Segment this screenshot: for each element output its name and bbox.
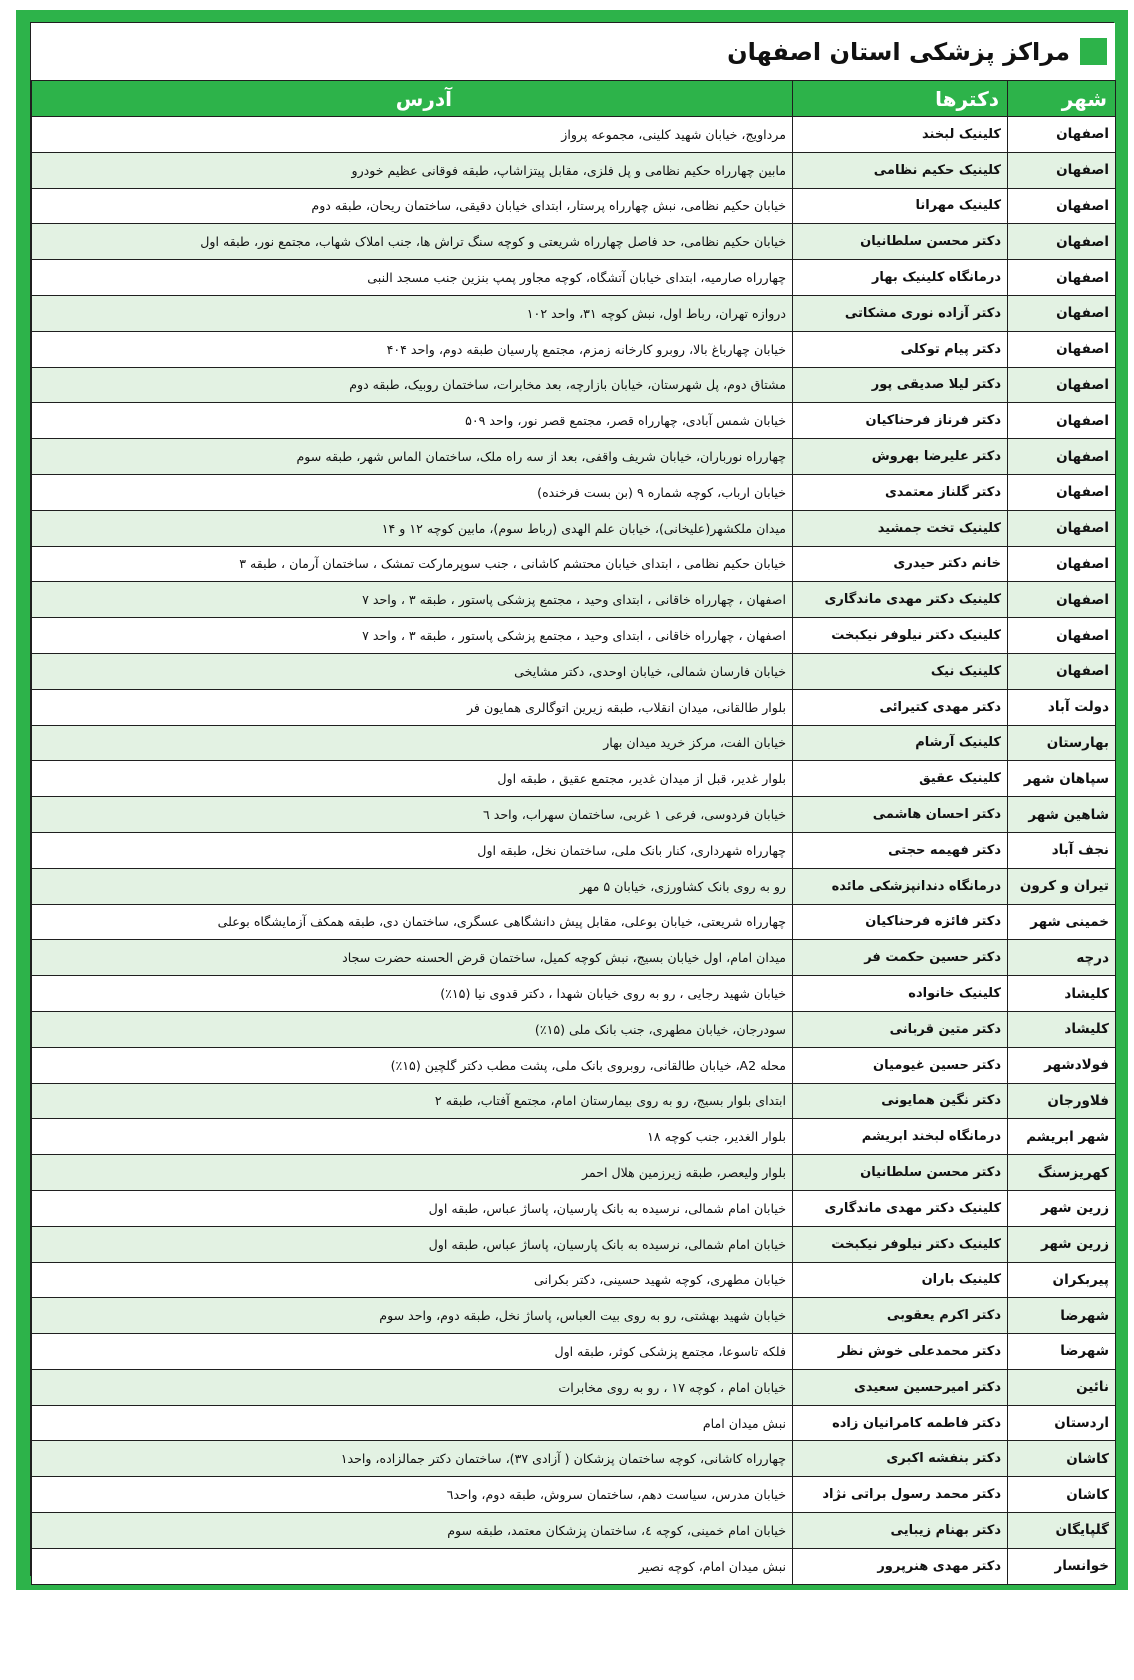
city-cell: کلیشاد xyxy=(1008,976,1116,1012)
address-cell: خیابان امام شمالی، نرسیده به بانک پارسیان، پاساژ عباس، طبقه اول xyxy=(32,1190,793,1226)
city-cell: اصفهان xyxy=(1008,117,1116,153)
medical-centers-table xyxy=(31,80,1116,1585)
table-row xyxy=(32,439,1116,475)
title-bar xyxy=(31,23,1115,81)
doctor-cell: دکتر نگین همایونی xyxy=(793,1083,1008,1119)
table-row xyxy=(32,1226,1116,1262)
city-cell: اصفهان xyxy=(1008,510,1116,546)
table-row xyxy=(32,725,1116,761)
doctor-cell: کلینیک نیک xyxy=(793,653,1008,689)
doctor-cell: دکتر مهدی کتیرائی xyxy=(793,689,1008,725)
city-cell: اصفهان xyxy=(1008,331,1116,367)
city-cell: تیران و کرون xyxy=(1008,868,1116,904)
table-row xyxy=(32,653,1116,689)
doctor-cell: دکتر فهیمه حجتی xyxy=(793,832,1008,868)
address-cell: نبش میدان امام، کوچه نصیر xyxy=(32,1548,793,1584)
table-row xyxy=(32,797,1116,833)
table-row xyxy=(32,1262,1116,1298)
address-cell: میدان امام، اول خیابان بسیج، نبش کوچه کمیل، ساختمان قرض الحسنه حضرت سجاد xyxy=(32,940,793,976)
doctor-cell: کلینیک دکتر مهدی ماندگاری xyxy=(793,582,1008,618)
city-cell: اصفهان xyxy=(1008,653,1116,689)
table-row xyxy=(32,260,1116,296)
address-cell: خیابان حکیم نظامی ، ابتدای خیابان محتشم کاشانی ، جنب سوپرمارکت تمشک ، ساختمان آرمان ، طبقه ۳ xyxy=(32,546,793,582)
doctor-cell: دکتر احسان هاشمی xyxy=(793,797,1008,833)
table-row xyxy=(32,188,1116,224)
table-row xyxy=(32,1155,1116,1191)
address-cell: مرداویج، خیابان شهید کلینی، مجموعه پرواز xyxy=(32,117,793,153)
table-body xyxy=(32,117,1116,1585)
doctor-cell: دکتر آزاده نوری مشکاتی xyxy=(793,295,1008,331)
table-row xyxy=(32,295,1116,331)
doctor-cell: دکتر محسن سلطانیان xyxy=(793,224,1008,260)
table-row xyxy=(32,117,1116,153)
city-cell: اصفهان xyxy=(1008,439,1116,475)
city-cell: خمینی شهر xyxy=(1008,904,1116,940)
table-row xyxy=(32,1513,1116,1549)
address-cell: میدان ملکشهر(علیخانی)، خیابان علم الهدی (رباط سوم)، مابین کوچه ۱۲ و ۱۴ xyxy=(32,510,793,546)
address-cell: نبش میدان امام xyxy=(32,1405,793,1441)
table-row xyxy=(32,976,1116,1012)
doctor-cell: خانم دکتر حیدری xyxy=(793,546,1008,582)
city-cell: کاشان xyxy=(1008,1477,1116,1513)
doctor-cell: کلینیک دکتر نیلوفر نیکبخت xyxy=(793,618,1008,654)
doctor-cell: دکتر مهدی هنرپرور xyxy=(793,1548,1008,1584)
address-cell: خیابان فارسان شمالی، خیابان اوحدی، دکتر مشایخی xyxy=(32,653,793,689)
city-cell: اصفهان xyxy=(1008,260,1116,296)
address-cell: چهارراه صارمیه، ابتدای خیابان آتشگاه، کوچه مجاور پمپ بنزین جنب مسجد النبی xyxy=(32,260,793,296)
page-frame xyxy=(16,10,1128,1590)
city-cell: فلاورجان xyxy=(1008,1083,1116,1119)
address-cell: خیابان الفت، مرکز خرید میدان بهار xyxy=(32,725,793,761)
table-row xyxy=(32,403,1116,439)
city-cell: زرین شهر xyxy=(1008,1226,1116,1262)
table-row xyxy=(32,1047,1116,1083)
address-cell: محله A2، خیابان طالقانی، روبروی بانک ملی، پشت مطب دکتر گلچین (۱۵٪) xyxy=(32,1047,793,1083)
address-cell: سودرجان، خیابان مطهری، جنب بانک ملی (۱۵٪) xyxy=(32,1011,793,1047)
table-row xyxy=(32,152,1116,188)
table-row xyxy=(32,1190,1116,1226)
address-cell: ابتدای بلوار بسیج، رو به روی بیمارستان امام، مجتمع آفتاب، طبقه ۲ xyxy=(32,1083,793,1119)
city-cell: اردستان xyxy=(1008,1405,1116,1441)
content-panel xyxy=(30,22,1114,1576)
city-cell: درچه xyxy=(1008,940,1116,976)
city-cell: کهریزسنگ xyxy=(1008,1155,1116,1191)
table-row xyxy=(32,1011,1116,1047)
city-cell: اصفهان xyxy=(1008,224,1116,260)
city-cell: شهر ابریشم xyxy=(1008,1119,1116,1155)
address-cell: خیابان فردوسی، فرعی ۱ غربی، ساختمان سهراب، واحد ٦ xyxy=(32,797,793,833)
city-cell: کلیشاد xyxy=(1008,1011,1116,1047)
city-cell: خوانسار xyxy=(1008,1548,1116,1584)
table-row xyxy=(32,1405,1116,1441)
header-address: آدرس xyxy=(32,81,793,117)
city-cell: اصفهان xyxy=(1008,367,1116,403)
doctor-cell: کلینیک عقیق xyxy=(793,761,1008,797)
doctor-cell: دکتر بهنام زیبایی xyxy=(793,1513,1008,1549)
table-row xyxy=(32,1548,1116,1584)
address-cell: خیابان امام خمینی، کوچه ٤، ساختمان پزشکان معتمد، طبقه سوم xyxy=(32,1513,793,1549)
doctor-cell: دکتر علیرضا بهروش xyxy=(793,439,1008,475)
table-row xyxy=(32,1441,1116,1477)
address-cell: بلوار الغدیر، جنب کوچه ۱۸ xyxy=(32,1119,793,1155)
table-row xyxy=(32,618,1116,654)
address-cell: خیابان شهید رجایی ، رو به روی خیابان شهدا ، دکتر قدوی نیا (۱۵٪) xyxy=(32,976,793,1012)
doctor-cell: کلینیک خانواده xyxy=(793,976,1008,1012)
doctor-cell: کلینیک مهرانا xyxy=(793,188,1008,224)
city-cell: اصفهان xyxy=(1008,582,1116,618)
table-row xyxy=(32,224,1116,260)
address-cell: خیابان حکیم نظامی، نبش چهارراه پرستار، ابتدای خیابان دقیقی، ساختمان ریحان، طبقه دوم xyxy=(32,188,793,224)
address-cell: دروازه تهران، رباط اول، نبش کوچه ۳۱، واحد ۱۰۲ xyxy=(32,295,793,331)
doctor-cell: کلینیک دکتر نیلوفر نیکبخت xyxy=(793,1226,1008,1262)
doctor-cell: دکتر امیرحسین سعیدی xyxy=(793,1369,1008,1405)
address-cell: چهارراه کاشانی، کوچه ساختمان پزشکان ( آزادی ۳۷)، ساختمان دکتر جمالزاده، واحد۱ xyxy=(32,1441,793,1477)
table-row xyxy=(32,832,1116,868)
doctor-cell: دکتر فاطمه کامرانیان زاده xyxy=(793,1405,1008,1441)
doctor-cell: کلینیک باران xyxy=(793,1262,1008,1298)
city-cell: سپاهان شهر xyxy=(1008,761,1116,797)
city-cell: اصفهان xyxy=(1008,152,1116,188)
table-row xyxy=(32,582,1116,618)
city-cell: دولت آباد xyxy=(1008,689,1116,725)
city-cell: شاهین شهر xyxy=(1008,797,1116,833)
address-cell: مابین چهارراه حکیم نظامی و پل فلزی، مقابل پیتزاشاپ، طبقه فوقانی عظیم خودرو xyxy=(32,152,793,188)
table-row xyxy=(32,474,1116,510)
address-cell: رو به روی بانک کشاورزی، خیابان ۵ مهر xyxy=(32,868,793,904)
city-cell: اصفهان xyxy=(1008,618,1116,654)
city-cell: اصفهان xyxy=(1008,295,1116,331)
doctor-cell: دکتر لیلا صدیقی پور xyxy=(793,367,1008,403)
city-cell: اصفهان xyxy=(1008,403,1116,439)
address-cell: خیابان چهارباغ بالا، روبرو کارخانه زمزم، مجتمع پارسیان طبقه دوم، واحد ۴۰۴ xyxy=(32,331,793,367)
doctor-cell: دکتر پیام توکلی xyxy=(793,331,1008,367)
table-row xyxy=(32,761,1116,797)
city-cell: اصفهان xyxy=(1008,474,1116,510)
doctor-cell: دکتر گلناز معتمدی xyxy=(793,474,1008,510)
doctor-cell: کلینیک آرشام xyxy=(793,725,1008,761)
address-cell: چهارراه شریعتی، خیابان بوعلی، مقابل پیش دانشگاهی عسگری، ساختمان دی، طبقه همکف آزمایشگاه بوعلی xyxy=(32,904,793,940)
table-row xyxy=(32,1298,1116,1334)
doctor-cell: کلینیک حکیم نظامی xyxy=(793,152,1008,188)
address-cell: خیابان شمس آبادی، چهارراه قصر، مجتمع قصر نور، واحد ۵۰۹ xyxy=(32,403,793,439)
address-cell: خیابان حکیم نظامی، حد فاصل چهارراه شریعتی و کوچه سنگ تراش ها، جنب املاک شهاب، مجتمع نور، طبقه اول xyxy=(32,224,793,260)
table-header-row xyxy=(32,81,1116,117)
city-cell: اصفهان xyxy=(1008,188,1116,224)
table-row xyxy=(32,367,1116,403)
doctor-cell: دکتر حسین حکمت فر xyxy=(793,940,1008,976)
city-cell: پیربکران xyxy=(1008,1262,1116,1298)
address-cell: خیابان مدرس، سیاست دهم، ساختمان سروش، طبقه دوم، واحد٦ xyxy=(32,1477,793,1513)
address-cell: چهارراه شهرداری، کنار بانک ملی، ساختمان نخل، طبقه اول xyxy=(32,832,793,868)
header-doctor: دکترها xyxy=(793,81,1008,117)
doctor-cell: کلینیک تخت جمشید xyxy=(793,510,1008,546)
table-row xyxy=(32,1369,1116,1405)
city-cell: فولادشهر xyxy=(1008,1047,1116,1083)
address-cell: بلوار طالقانی، میدان انقلاب، طبقه زیرین اتوگالری همایون فر xyxy=(32,689,793,725)
address-cell: خیابان امام شمالی، نرسیده به بانک پارسیان، پاساژ عباس، طبقه اول xyxy=(32,1226,793,1262)
address-cell: مشتاق دوم، پل شهرستان، خیابان بازارچه، بعد مخابرات، ساختمان روبیک، طبقه دوم xyxy=(32,367,793,403)
table-row xyxy=(32,546,1116,582)
table-row xyxy=(32,1334,1116,1370)
city-cell: شهرضا xyxy=(1008,1298,1116,1334)
address-cell: خیابان شهید بهشتی، رو به روی بیت العباس، پاساژ نخل، طبقه دوم، واحد سوم xyxy=(32,1298,793,1334)
doctor-cell: کلینیک لبخند xyxy=(793,117,1008,153)
address-cell: خیابان ارباب، کوچه شماره ۹ (بن بست فرخنده) xyxy=(32,474,793,510)
table-row xyxy=(32,1477,1116,1513)
address-cell: اصفهان ، چهارراه خاقانی ، ابتدای وحید ، مجتمع پزشکی پاستور ، طبقه ۳ ، واحد ۷ xyxy=(32,582,793,618)
table-row xyxy=(32,510,1116,546)
address-cell: چهارراه نورباران، خیابان شریف واقفی، بعد از سه راه ملک، ساختمان الماس شهر، طبقه سوم xyxy=(32,439,793,475)
city-cell: نجف آباد xyxy=(1008,832,1116,868)
doctor-cell: دکتر محمد رسول براتی نژاد xyxy=(793,1477,1008,1513)
doctor-cell: درمانگاه لبخند ابریشم xyxy=(793,1119,1008,1155)
doctor-cell: دکتر فائزه فرحناکیان xyxy=(793,904,1008,940)
table-row xyxy=(32,689,1116,725)
doctor-cell: درمانگاه دندانپزشکی مائده xyxy=(793,868,1008,904)
title-marker-icon xyxy=(1080,38,1107,65)
address-cell: فلکه تاسوعا، مجتمع پزشکی کوثر، طبقه اول xyxy=(32,1334,793,1370)
header-city: شهر xyxy=(1008,81,1116,117)
table-row xyxy=(32,331,1116,367)
doctor-cell: دکتر اکرم یعقوبی xyxy=(793,1298,1008,1334)
city-cell: شهرضا xyxy=(1008,1334,1116,1370)
page-title: مراکز پزشکی استان اصفهان xyxy=(727,37,1070,66)
doctor-cell: دکتر محسن سلطانیان xyxy=(793,1155,1008,1191)
doctor-cell: دکتر بنفشه اکبری xyxy=(793,1441,1008,1477)
city-cell: کاشان xyxy=(1008,1441,1116,1477)
address-cell: بلوار غدیر، قبل از میدان غدیر، مجتمع عقیق ، طبقه اول xyxy=(32,761,793,797)
doctor-cell: دکتر فرناز فرحناکیان xyxy=(793,403,1008,439)
city-cell: نائین xyxy=(1008,1369,1116,1405)
table-row xyxy=(32,1083,1116,1119)
doctor-cell: کلینیک دکتر مهدی ماندگاری xyxy=(793,1190,1008,1226)
address-cell: اصفهان ، چهارراه خاقانی ، ابتدای وحید ، مجتمع پزشکی پاستور ، طبقه ۳ ، واحد ۷ xyxy=(32,618,793,654)
address-cell: خیابان امام ، کوچه ۱۷ ، رو به روی مخابرات xyxy=(32,1369,793,1405)
address-cell: خیابان مطهری، کوچه شهید حسینی، دکتر بکرانی xyxy=(32,1262,793,1298)
table-row xyxy=(32,904,1116,940)
doctor-cell: دکتر محمدعلی خوش نظر xyxy=(793,1334,1008,1370)
doctor-cell: دکتر حسین غیومیان xyxy=(793,1047,1008,1083)
table-row xyxy=(32,940,1116,976)
city-cell: بهارستان xyxy=(1008,725,1116,761)
doctor-cell: دکتر متین قربانی xyxy=(793,1011,1008,1047)
address-cell: بلوار ولیعصر، طبقه زیرزمین هلال احمر xyxy=(32,1155,793,1191)
doctor-cell: درمانگاه کلینیک بهار xyxy=(793,260,1008,296)
table-row xyxy=(32,1119,1116,1155)
table-row xyxy=(32,868,1116,904)
city-cell: اصفهان xyxy=(1008,546,1116,582)
city-cell: گلپایگان xyxy=(1008,1513,1116,1549)
city-cell: زرین شهر xyxy=(1008,1190,1116,1226)
